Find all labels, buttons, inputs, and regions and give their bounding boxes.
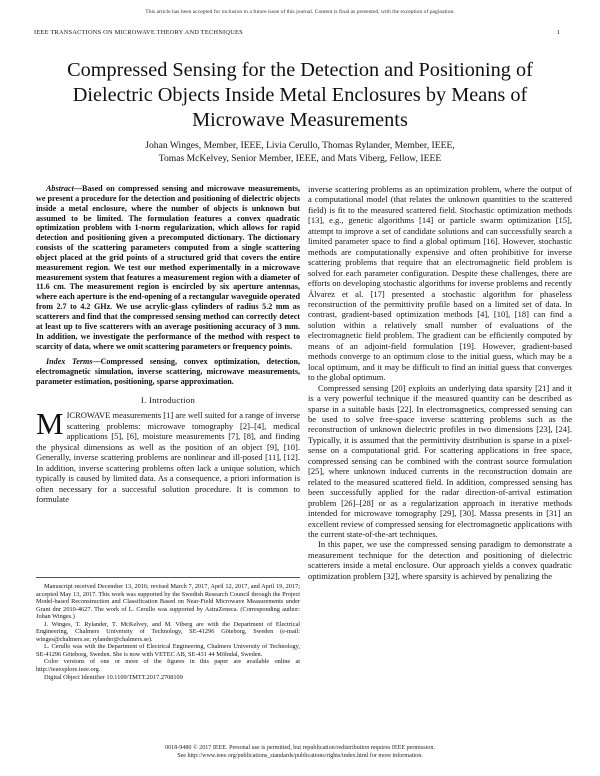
page-number: 1 xyxy=(556,29,560,36)
footnote-affiliation-2: L. Cerullo was with the Department of Electrical Engineering, Chalmers University of Technology, SE-41296 Göteborg, Sweden. She is now with VETEC AB, SE-431 44 Mölndal, Sweden. xyxy=(36,643,300,658)
footnotes xyxy=(36,577,300,681)
body-paragraph: In this paper, we use the compressed sensing paradigm to demonstrate a measurement technique for the detection and positioning of dielectric scatterers inside a metal enclosure. Our approach yields a convex quadratic optimization problem [32], where sparsity is achieved by penalizing the xyxy=(308,539,572,581)
left-column xyxy=(36,184,300,504)
abstract-text: —Based on compressed sensing and microwave measurements, we present a procedure for the detection and positioning of dielectric objects inside a metal enclosure, where the number of objects is unknown but assumed to be limited. The formulation features a convex quadratic optimization problem with 1-norm regularization, which allows for rapid detection and positioning given a precomputed dictionary. The dictionary consists of the scattering parameters computed from a single scattering object placed at the grid points of a structured grid that covers the entire measurement region. We test our method experimentally in a microwave measurement system that features a measurement region with a diameter of 11.6 cm. The measurement region is encircled by six aperture antennas, where each aperture is the end-opening of a rectangular waveguide operated from 2.7 to 4.2 GHz. We use acrylic-glass cylinders of radius 5.2 mm as scatterers and find that the compressed sensing method can correctly detect at least up to five scatterers with an average positioning accuracy of 3 mm. In addition, we investigate the performance of the method with respect to scarcity of data, where we omit scattering parameters or frequency points. xyxy=(36,184,300,351)
footnote-doi: Digital Object Identifier 10.1109/TMTT.2017.2708109 xyxy=(44,673,183,681)
paper-title: Compressed Sensing for the Detection and Positioning of Dielectric Objects Inside Metal Enclosures by Means of Microwave Measurements xyxy=(67,59,533,131)
index-terms-label: Index Terms xyxy=(46,357,93,367)
index-terms-text: —Compressed sensing, convex optimization, detection, electromagnetic simulation, inverse scattering, microwave measurements, parameter estimation, positioning, sparse approximation. xyxy=(36,357,300,387)
running-header xyxy=(34,29,560,36)
footnote-color-versions: Color versions of one or more of the figures in this paper are available online at http://ieeexplore.ieee.org. xyxy=(36,658,300,674)
rights-link-line: See http://www.ieee.org/publications_standards/publications/rights/index.html for more information. xyxy=(177,753,423,759)
footnote-affiliation-1: J. Winges, T. Rylander, T. McKelvey, and M. Viberg are with the Department of Electrical Engineering, Chalmers University of Technology, SE-41296 Göteborg, Sweden (e-mail: winges@chalmers.se; rylander@chalmers.se). xyxy=(36,620,300,643)
right-column xyxy=(308,184,572,581)
section-heading-introduction: I. Introduction xyxy=(140,394,196,405)
copyright-footer xyxy=(0,744,600,760)
footnote-manuscript: Manuscript received December 13, 2016; revised March 7, 2017, April 12, 2017, and April 19, 2017; accepted May 13, 2017. This work was supported by the Swedish Research Council through the Project Model-based Reconstruction and Classification Based on Near-Field Microwave Measurements under Grant dnr 2010-4627. The work of L. Cerullo was supported by AstraZeneca. (Corresponding author: Johan Winges.) xyxy=(36,583,300,621)
drop-cap: M xyxy=(36,406,64,442)
introduction-paragraph xyxy=(36,406,300,504)
copyright-line: 0018-9480 © 2017 IEEE. Personal use is permitted, but republication/redistribution requires IEEE permission. xyxy=(165,745,435,751)
body-paragraph: inverse scattering problems as an optimization problem, where the output of a computational model (that relates the unknown quantities to the scattered field) is fit to the measured scattered field. Stochastic optimization methods [13], e.g., genetic algorithms [14] or particle swarm optimization [15], attempt to improve a set of candidate solutions and can successfully search a limited parameter space to find a global optimum [16]. However, stochastic methods are computationally expensive and often prohibitive for inverse scattering problems that require that an electromagnetic field problem is solved for each parameter configuration. Despite these challenges, there are efforts on developing stochastic algorithms for inverse problems and recently Álvarez et al. [17] presented a stochastic algorithm for phaseless reconstruction of the permittivity profile based on a limited set of data. In contrast, gradient-based optimization methods [4], [10], [18] can find a solution within a relatively small number of evaluations of the electromagnetic field problem. The gradient can be efficiently computed by means of an adjoint-field formulation [19]. However, gradient-based methods converge to an optimum close to the initial guess, which may be a local optimum, and it may be difficult to find an initial guess that converges to the global optimum. xyxy=(308,184,572,383)
author-line-2: Tomas McKelvey, Senior Member, IEEE, and Mats Viberg, Fellow, IEEE xyxy=(158,153,442,164)
index-terms xyxy=(36,357,300,387)
author-list xyxy=(50,139,550,165)
journal-name: IEEE TRANSACTIONS ON MICROWAVE THEORY AND TECHNIQUES xyxy=(34,29,243,36)
author-line-1: Johan Winges, Member, IEEE, Livia Cerullo, Thomas Rylander, Member, IEEE, xyxy=(145,140,455,151)
abstract xyxy=(36,184,300,351)
abstract-label: Abstract xyxy=(46,184,74,193)
introduction-text: ICROWAVE measurements [1] are well suited for a range of inverse scattering problems: microwave tomography [2]–[4], medical applications [5], [6], moisture measurements [7], [8], and finding the physical dimensions as well as the position of an object [9], [10]. Generally, inverse scattering problems are nonlinear and ill-posed [11], [12]. In addition, inverse scattering problems often lack a unique solution, which typically is caused by limited data. As a consequence, a priori information is often necessary for a successful solution procedure. It is common to formulate xyxy=(36,410,300,504)
acceptance-notice: This article has been accepted for inclusion in a future issue of this journal. Content is final as presented, with the exception of pagination. xyxy=(145,9,455,15)
body-paragraph: Compressed sensing [20] exploits an underlying data sparsity [21] and it is a very powerful technique if the measured quantity can be described as sparse in a suitable basis [22]. In electromagnetics, compressed sensing can be used to solve free-space inverse scattering problems such as the reconstruction of unknown dielectric profiles in two dimensions [23], [24]. Typically, it is assumed that the permittivity distribution is sparse in a pixel-sense on a computational grid. For scattering applications in free space, compressed sensing can be combined with the contrast source formulation [25], where unknown induced currents in the reconstruction domain are related to the measured scattered field. In addition, compressed sensing has been successfully applied for the radar direction-of-arrival estimation problem [26]–[28] or as a regularization approach in iterative methods intended for microwave tomography [29], [30]. Massa presents in [31] an excellent review of compressed sensing for electromagnetic applications with the current state-of-the-art techniques. xyxy=(308,382,572,539)
